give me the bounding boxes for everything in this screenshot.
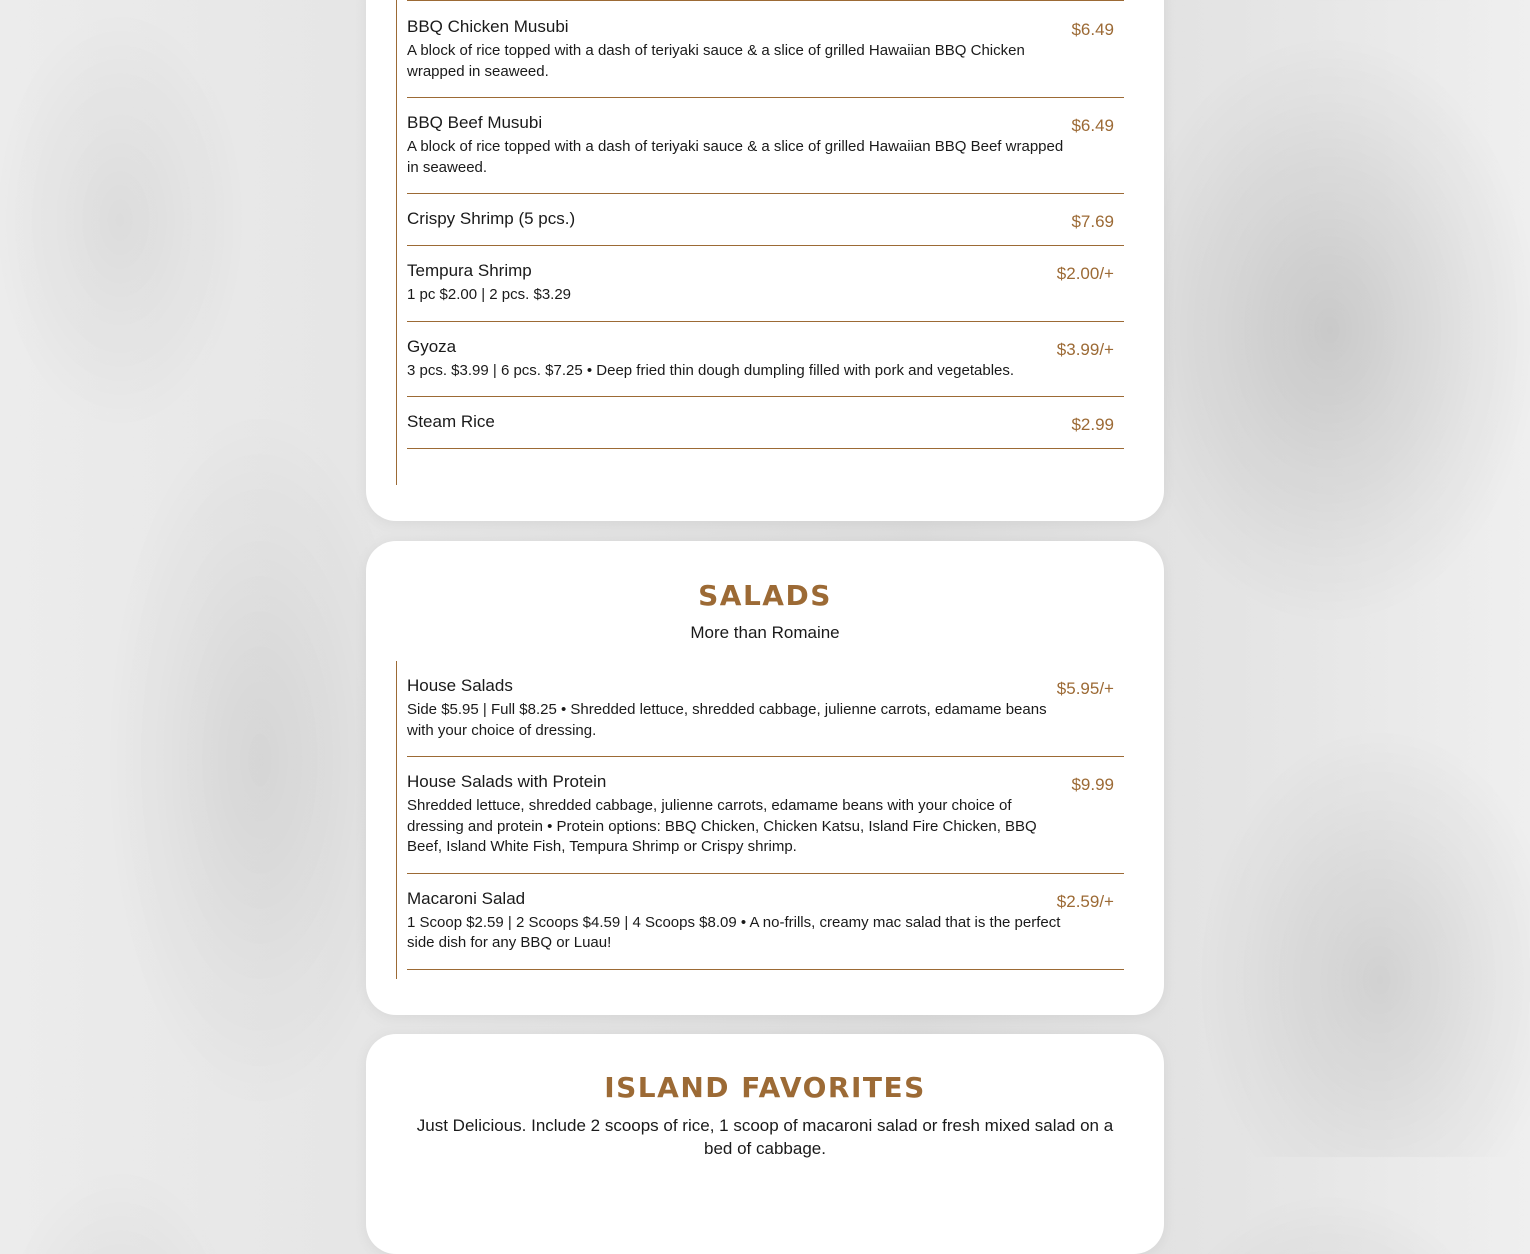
item-name: Gyoza [407,336,457,356]
item-description: Side $5.95 | Full $8.25 • Shredded lettuce, shredded cabbage, julienne carrots, edamame beans with your choice of dressing. [407,701,1047,739]
item-price: $2.59/+ [1056,891,1114,911]
section-subtitle: Just Delicious. Include 2 scoops of rice, 1 scoop of macaroni salad or fresh mixed salad on a bed of cabbage. [416,1116,1114,1158]
salads-card [366,541,1164,1015]
item-description: A block of rice topped with a dash of teriyaki sauce & a slice of grilled Hawaiian BBQ Chicken wrapped in seaweed. [407,42,1025,80]
item-name: House Salads with Protein [407,772,607,791]
menu-item [407,661,1124,757]
item-price: $5.95/+ [1056,679,1114,698]
menu-item [407,98,1124,194]
menu-item [407,397,1124,449]
section-title: SALADS [698,579,832,612]
section-subtitle: More than Romaine [690,623,840,642]
section-title: ISLAND FAVORITES [604,1071,926,1104]
item-description: Shredded lettuce, shredded cabbage, julienne carrots, edamame beans with your choice of dressing and protein • Protein options: BBQ Chicken, Chicken Katsu, Island Fire Chicken, BBQ Beef, Island White Fish, Tempura Shrimp or Crispy shrimp. [407,797,1037,855]
item-name: Steam Rice [407,412,495,431]
item-price: $6.49 [1071,20,1114,39]
item-name: BBQ Beef Musubi [407,113,543,132]
item-name: House Salads [407,676,513,695]
item-name: Tempura Shrimp [407,261,532,280]
item-name: Macaroni Salad [407,888,526,908]
item-price: $6.49 [1071,116,1114,135]
menu-item [407,0,1124,98]
island-favorites-card [366,1034,1164,1254]
item-price: $2.00/+ [1056,264,1114,283]
menu-item [407,194,1124,246]
item-description: 3 pcs. $3.99 | 6 pcs. $7.25 • Deep fried thin dough dumpling filled with pork and vegetables. [407,361,1015,379]
salads-menu-list [396,661,1124,979]
item-price: $3.99/+ [1056,339,1114,359]
item-price: $2.99 [1071,415,1114,434]
appetizers-card [366,0,1164,521]
menu-item [407,757,1124,874]
menu-item [407,322,1124,398]
item-name: Crispy Shrimp (5 pcs.) [407,209,576,228]
item-price: $9.99 [1071,775,1114,794]
item-name: BBQ Chicken Musubi [407,17,569,36]
item-description: 1 Scoop $2.59 | 2 Scoops $4.59 | 4 Scoops $8.09 • A no-frills, creamy mac salad that is the perfect side dish for any BBQ or Luau! [407,913,1061,951]
appetizers-menu-list [396,0,1124,485]
menu-item [407,246,1124,322]
item-price: $7.69 [1071,212,1114,231]
item-description: A block of rice topped with a dash of teriyaki sauce & a slice of grilled Hawaiian BBQ Beef wrapped in seaweed. [407,138,1064,176]
menu-item [407,874,1124,970]
item-description: 1 pc $2.00 | 2 pcs. $3.29 [407,286,572,303]
